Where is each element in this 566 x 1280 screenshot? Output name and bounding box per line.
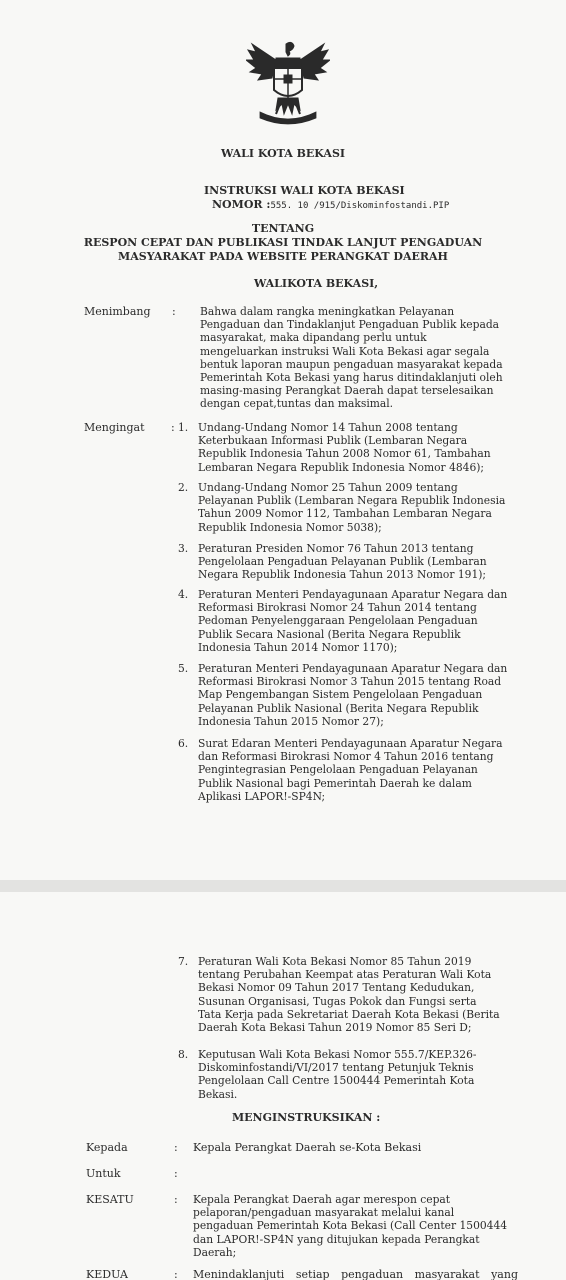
second-instruction-text: Menindaklanjuti setiap pengaduan masyarakat yang bbox=[193, 1268, 518, 1280]
text-line: Kepala Perangkat Daerah agar merespon cepat bbox=[193, 1193, 451, 1206]
text-line: Daerah Kota Bekasi Tahun 2019 Nomor 85 Seri D; bbox=[198, 1021, 472, 1035]
text-line: dan LAPOR!-SP4N yang ditujukan kepada Perangkat bbox=[193, 1232, 480, 1246]
text-line: Aplikasi LAPOR!-SP4N; bbox=[198, 789, 326, 803]
text-line: mengeluarkan instruksi Wali Kota Bekasi agar segala bbox=[200, 344, 490, 358]
text-line: Pelayanan Publik (Lembaran Negara Republik Indonesia bbox=[198, 494, 506, 508]
text-line: Bekasi Nomor 09 Tahun 2017 Tentang Kedudukan, bbox=[198, 981, 475, 995]
text-line: Keterbukaan Informasi Publik (Lembaran Negara bbox=[198, 434, 468, 448]
for-label: Untuk bbox=[86, 1167, 121, 1180]
text-line: Peraturan Menteri Pendayagunaan Aparatur Negara dan bbox=[198, 588, 508, 601]
document-type-title: INSTRUKSI WALI KOTA BEKASI bbox=[204, 184, 405, 197]
text-line: Pengelolaan Pengaduan Pelayanan Publik (Lembaran bbox=[198, 555, 487, 569]
number-value: 555. 10 /915/Diskominfostandi.PIP bbox=[270, 201, 450, 211]
text-line: Diskominfostandi/VI/2017 tentang Petunjuk Teknis bbox=[198, 1061, 474, 1075]
item-number: 4. bbox=[178, 588, 189, 601]
text-line: Susunan Organisasi, Tugas Pokok dan Fungsi serta bbox=[198, 994, 477, 1008]
text-line: Bekasi. bbox=[198, 1087, 238, 1101]
page-separator bbox=[0, 880, 566, 892]
garuda-emblem-icon bbox=[246, 38, 330, 128]
item-number: 3. bbox=[178, 542, 189, 555]
first-label: KESATU bbox=[86, 1193, 134, 1206]
mayor-heading: WALIKOTA BEKASI, bbox=[254, 277, 379, 290]
to-text: Kepala Perangkat Daerah se-Kota Bekasi bbox=[193, 1141, 422, 1154]
text-line: Undang-Undang Nomor 14 Tahun 2008 tentang bbox=[198, 421, 458, 434]
text-line: pelaporan/pengaduan masyarakat melalui kanal bbox=[193, 1206, 455, 1220]
text-line: Pengelolaan Call Centre 1500444 Pemerintah Kota bbox=[198, 1074, 475, 1088]
text-line: Tata Kerja pada Sekretariat Daerah Kota Bekasi (Berita bbox=[198, 1007, 500, 1021]
issuer-title: WALI KOTA BEKASI bbox=[220, 147, 346, 160]
text-line: Negara Republik Indonesia Tahun 2013 Nomor 191); bbox=[198, 568, 487, 582]
text-line: Peraturan Menteri Pendayagunaan Aparatur Negara dan bbox=[198, 662, 508, 675]
text-line: Pengintegrasian Pengelolaan Pengaduan Pelayanan bbox=[198, 763, 478, 777]
number-label: NOMOR : bbox=[212, 198, 271, 211]
first-instruction-text bbox=[193, 1193, 518, 1259]
text-line: bentuk laporan maupun pengaduan masyarakat kepada bbox=[200, 357, 503, 371]
text-line: Peraturan Wali Kota Bekasi Nomor 85 Tahun 2019 bbox=[198, 955, 472, 968]
text-line: Republik Indonesia Nomor 5038); bbox=[198, 520, 382, 534]
text-line: Pedoman Penyelenggaraan Pengelolaan Pengaduan bbox=[198, 614, 478, 628]
considering-label: Menimbang bbox=[84, 305, 151, 318]
about-heading: TENTANG bbox=[251, 222, 315, 235]
text-line: Surat Edaran Menteri Pendayagunaan Aparatur Negara bbox=[198, 737, 503, 750]
text-line: Keputusan Wali Kota Bekasi Nomor 555.7/KEP.326- bbox=[198, 1048, 477, 1061]
text-line: dengan cepat,tuntas dan maksimal. bbox=[200, 397, 394, 411]
text-line: masing-masing Perangkat Daerah dapat terselesaikan bbox=[200, 384, 494, 398]
document-page-2 bbox=[0, 892, 566, 1280]
text-line: Bahwa dalam rangka meningkatkan Pelayanan bbox=[200, 305, 455, 318]
second-colon: : bbox=[174, 1268, 178, 1280]
text-line: Indonesia Tahun 2015 Nomor 27); bbox=[198, 714, 384, 728]
item-number: 1. bbox=[178, 421, 189, 434]
instruct-heading: MENGINSTRUKSIKAN : bbox=[232, 1111, 381, 1124]
text-line: Republik Indonesia Tahun 2008 Nomor 61, Tambahan bbox=[198, 447, 491, 461]
item-number: 6. bbox=[178, 737, 189, 750]
text-line: Reformasi Birokrasi Nomor 3 Tahun 2015 tentang Road bbox=[198, 675, 502, 689]
considering-text bbox=[200, 305, 518, 411]
text-line: tentang Perubahan Keempat atas Peraturan Wali Kota bbox=[198, 968, 492, 982]
text-line: pengaduan Pemerintah Kota Bekasi (Call Center 1500444 bbox=[193, 1219, 508, 1233]
item-number: 7. bbox=[178, 955, 189, 968]
first-colon: : bbox=[174, 1193, 178, 1206]
text-line: Tahun 2009 Nomor 112, Tambahan Lembaran Negara bbox=[198, 507, 492, 521]
second-label: KEDUA bbox=[86, 1268, 128, 1280]
subject-line-2: MASYARAKAT PADA WEBSITE PERANGKAT DAERAH bbox=[118, 250, 448, 263]
text-line: Publik Secara Nasional (Berita Negara Republik bbox=[198, 627, 461, 641]
item-number: 2. bbox=[178, 481, 189, 494]
to-label: Kepada bbox=[86, 1141, 128, 1154]
to-colon: : bbox=[174, 1141, 178, 1154]
for-colon: : bbox=[174, 1167, 178, 1180]
text-line: Pelayanan Publik Nasional (Berita Negara Republik bbox=[198, 701, 479, 715]
text-line: Undang-Undang Nomor 25 Tahun 2009 tentang bbox=[198, 481, 458, 494]
item-number: 8. bbox=[178, 1048, 189, 1061]
text-line: Publik Nasional bagi Pemerintah Daerah ke dalam bbox=[198, 776, 472, 790]
text-line: Peraturan Presiden Nomor 76 Tahun 2013 tentang bbox=[198, 542, 474, 555]
document-number bbox=[212, 198, 449, 211]
text-line: Map Pengembangan Sistem Pengelolaan Pengaduan bbox=[198, 688, 483, 702]
item-number: 5. bbox=[178, 662, 189, 675]
remembering-label: Mengingat bbox=[84, 421, 145, 434]
text-line: Lembaran Negara Republik Indonesia Nomor 4846); bbox=[198, 460, 485, 474]
subject-line-1: RESPON CEPAT DAN PUBLIKASI TINDAK LANJUT PENGADUAN bbox=[83, 236, 483, 249]
remembering-colon: : bbox=[171, 421, 175, 434]
text-line: Indonesia Tahun 2014 Nomor 1170); bbox=[198, 640, 398, 654]
considering-colon: : bbox=[172, 305, 176, 318]
text-line: dan Reformasi Birokrasi Nomor 4 Tahun 2016 tentang bbox=[198, 750, 494, 764]
text-line: Reformasi Birokrasi Nomor 24 Tahun 2014 tentang bbox=[198, 601, 477, 615]
text-line: Pengaduan dan Tindaklanjut Pengaduan Publik kepada bbox=[200, 318, 500, 332]
text-line: Daerah; bbox=[193, 1245, 237, 1259]
text-line: Pemerintah Kota Bekasi yang harus ditindaklanjuti oleh bbox=[200, 371, 503, 385]
text-line: masyarakat, maka dipandang perlu untuk bbox=[200, 331, 427, 345]
